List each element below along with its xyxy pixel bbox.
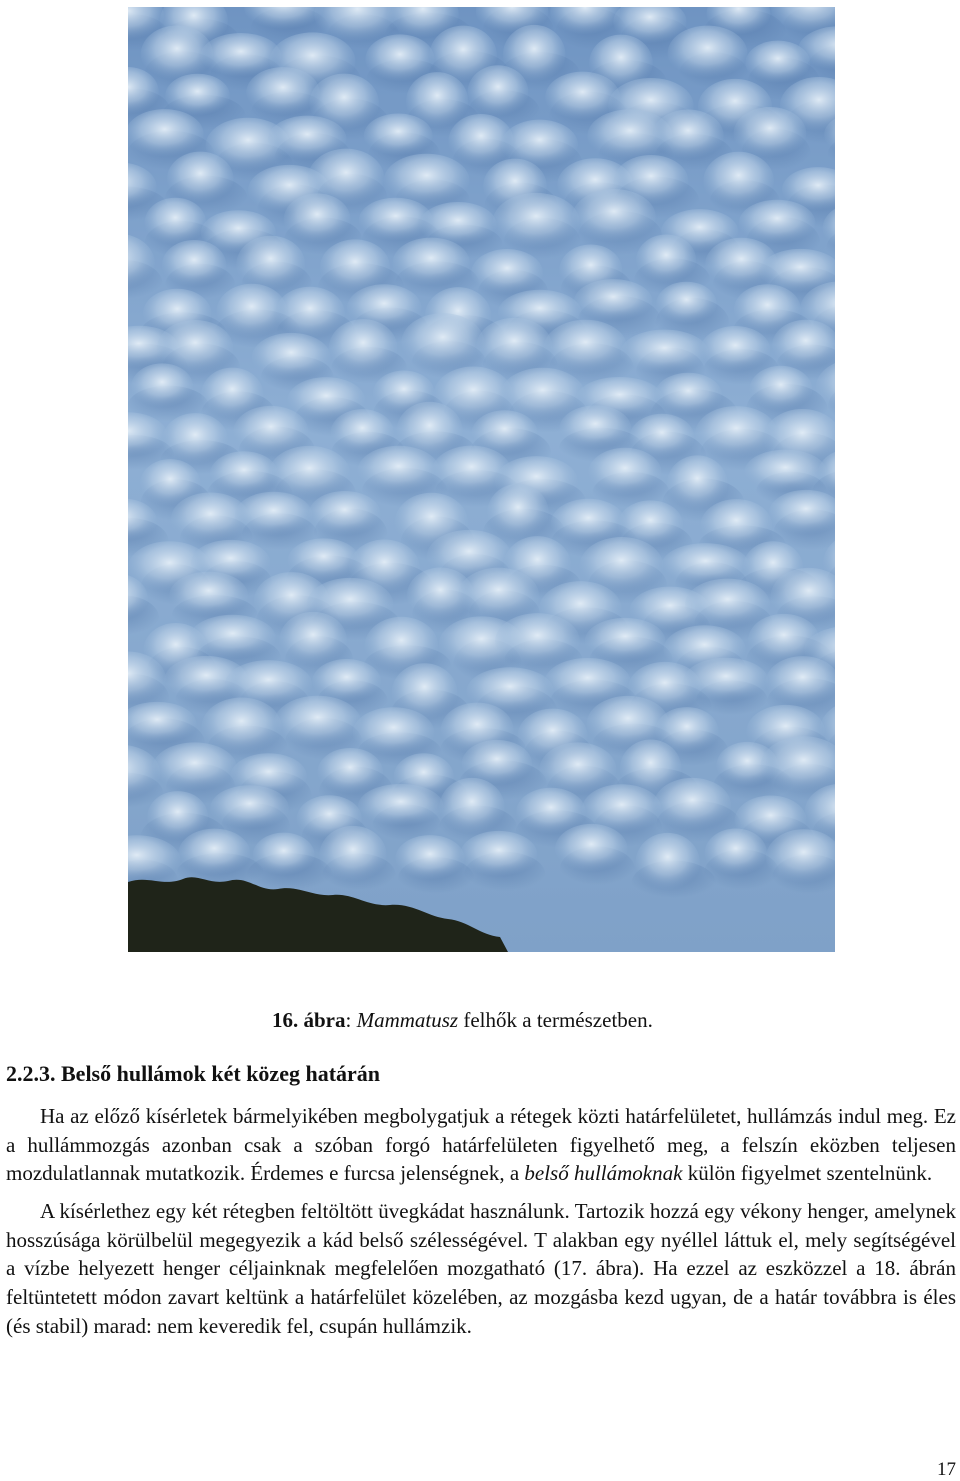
cloud-puff bbox=[253, 833, 315, 878]
cloud-puff bbox=[685, 579, 770, 630]
cloud-puff bbox=[162, 240, 226, 289]
cloud-puff bbox=[308, 491, 380, 538]
page-number: 17 bbox=[937, 1459, 956, 1480]
p1-text-a: Ha az előző kísérletek bármelyikében megbolygatjuk a rétegek közti határfelületet, hullámzás indul meg. Ez a hullámmozgás azonban csak a szóban forgó határfelületen figyelhető meg, a felszín eközben teljesen mozdulatlannak mutatkozik. Érdemes e furcsa jelenségnek, a bbox=[6, 1104, 956, 1186]
cloud-puff bbox=[653, 778, 731, 833]
caption-italic: Mammatusz bbox=[356, 1008, 459, 1032]
cloud-puff bbox=[401, 313, 484, 373]
cloud-puff bbox=[572, 189, 656, 245]
cloud-puff bbox=[210, 785, 289, 831]
cloud-puff bbox=[700, 326, 770, 374]
cloud-puff bbox=[246, 67, 319, 118]
cloud-puff bbox=[357, 446, 439, 497]
cloud-puff bbox=[353, 707, 435, 758]
cloud-puff bbox=[585, 618, 665, 664]
cloud-puff bbox=[252, 333, 331, 382]
caption-separator: : bbox=[345, 1008, 357, 1032]
cloud-puff bbox=[145, 198, 206, 248]
cloud-puff bbox=[734, 107, 807, 160]
cloud-puff bbox=[162, 413, 228, 467]
cloud-puff bbox=[178, 829, 250, 878]
cloud-puff bbox=[476, 318, 552, 375]
cloud-puff bbox=[705, 828, 767, 878]
cloud-puff bbox=[189, 615, 275, 661]
figure-caption bbox=[272, 1008, 653, 1033]
p2-text: A kísérlethez egy két rétegben feltöltött üvegkádat használunk. Tartozik hozzá egy vékony henger, amelynek hosszúsága körülbelül megegyezik a kád belső szélességével. T alakban egy nyéllel láttuk el, mely segítségével a vízbe helyezett henger céljainknak megfelelően mozgatható (17. ábra). Ha ezzel az eszközzel a 18. ábrán feltüntetett módon zavart keltünk a határfelület közelében, az mozgásba kezd ugyan, de a határ továbbra is éles (és stabil) marad: nem keveredik fel, csupán hullámzik. bbox=[6, 1199, 956, 1338]
cloud-puff bbox=[621, 330, 709, 376]
p1-text-b: külön figyelmet szentelnünk. bbox=[682, 1161, 933, 1186]
cloud-puff bbox=[493, 193, 580, 251]
cloud-puff bbox=[210, 451, 278, 497]
cloud-puff bbox=[471, 249, 543, 297]
cloud-puff bbox=[683, 658, 768, 704]
mammatus-cloud-photo bbox=[128, 7, 835, 952]
cloud-puff bbox=[131, 363, 193, 410]
cloud-puff bbox=[393, 238, 470, 289]
paragraph-1 bbox=[6, 1102, 956, 1188]
cloud-puff bbox=[274, 696, 361, 750]
cloud-puff bbox=[487, 484, 549, 542]
cloud-puff bbox=[319, 826, 386, 885]
cloud-puff bbox=[588, 448, 662, 499]
cloud-puff bbox=[544, 320, 627, 376]
cloud-puff bbox=[329, 319, 398, 378]
cloud-puff bbox=[559, 405, 631, 451]
cloud-puff bbox=[750, 366, 813, 413]
cloud-puff bbox=[668, 26, 748, 81]
cloud-puff bbox=[574, 279, 652, 323]
paragraph-2 bbox=[6, 1197, 956, 1341]
cloud-puff bbox=[652, 110, 723, 162]
cloud-puff bbox=[635, 833, 700, 893]
caption-rest: felhők a természetben. bbox=[458, 1008, 653, 1032]
cloud-puff bbox=[439, 778, 504, 837]
figure-label: 16. ábra bbox=[272, 1008, 346, 1032]
cloud-puff bbox=[284, 193, 351, 245]
cloud-puff bbox=[468, 65, 529, 119]
cloud-puff bbox=[656, 282, 716, 326]
cloud-puff bbox=[460, 831, 537, 879]
p1-italic: belső hullámoknak bbox=[524, 1161, 683, 1186]
section-heading: 2.2.3. Belső hullámok két közeg határán bbox=[6, 1061, 381, 1086]
cloud-puff bbox=[128, 109, 204, 159]
cloud-puff bbox=[167, 152, 233, 206]
cloud-puff bbox=[364, 114, 433, 158]
cloud-puff bbox=[495, 613, 580, 668]
cloud-puff bbox=[395, 835, 464, 882]
cloud-puff bbox=[152, 742, 236, 793]
cloud-puff bbox=[636, 234, 696, 285]
cloud-puff bbox=[555, 824, 628, 874]
cloud-puff bbox=[235, 492, 312, 538]
cloud-puff bbox=[655, 373, 722, 418]
cloud-puff bbox=[169, 572, 248, 619]
cloud-puff bbox=[358, 784, 444, 828]
